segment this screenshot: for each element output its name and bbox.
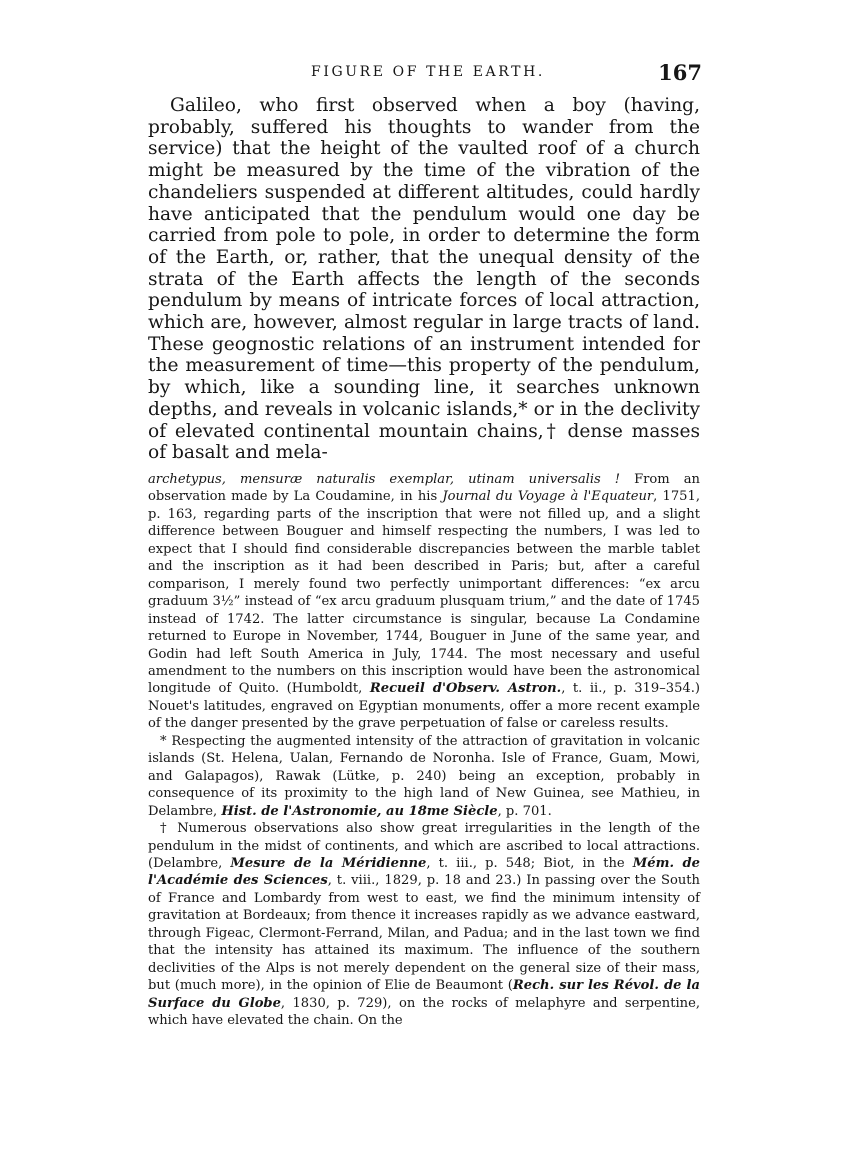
footnote-text: † Numerous observations also show great irregularities in the length of the pendulum in the midst of continents, and which are ascribed to local attractions. (Delambre, bbox=[148, 821, 700, 871]
footnote-italic: Hist. de l'Astronomie, au 18me Siècle bbox=[221, 803, 498, 819]
main-text-segment: or in the declivity of elevated continental mountain chains, bbox=[148, 398, 700, 442]
footnote-italic: Rech. sur les Révol. de la Surface du Globe bbox=[148, 978, 700, 1011]
footnote-text: , 1830, p. 729), on the rocks of melaphyre and serpentine, which have elevated the chain. On the bbox=[148, 995, 700, 1029]
footnote-text: , t. iii., p. 548; Biot, in the bbox=[426, 855, 633, 871]
footnote-text: , p. 701. bbox=[497, 803, 552, 819]
footnote-text: , t. ii., p. 319–354.) Nouet's latitudes, engraved on Egyptian monuments, offer a more recent example of the danger presented by the grave perpetuation of false or careless results. bbox=[148, 681, 701, 732]
footnote-italic: Recueil d'Observ. Astron. bbox=[369, 681, 562, 697]
running-head bbox=[148, 60, 708, 90]
footnote-text: * Respecting the augmented intensity of the attraction of gravitation in volcanic islands (St. Helena, Ualan, Fernando de Noronha. Isle of France, Guam, Mowi, and Galapagos), Rawak (Lütke, p. 240) being an exception, probably in consequence of its proximity to the high land of New Guinea, see Mathieu, in Delambre, bbox=[148, 733, 700, 819]
footnote-ref-dagger: † bbox=[543, 420, 559, 442]
main-paragraph bbox=[148, 95, 700, 464]
main-text-segment: dense masses of basalt and mela- bbox=[148, 420, 700, 464]
footnote-text: From an observation made by La Coudamine, in his bbox=[148, 472, 700, 505]
footnote-star bbox=[148, 733, 700, 820]
footnote-text: , t. viii., 1829, p. 18 and 23.) In passing over the South of France and Lombardy from west to east, we find the minimum intensity of gravitation at Bordeaux; from thence it increases rapidly as we advance eastward, through Figeac, Clermont-Ferrand, Milan, and Padua; and in the last town we find that the intensity has attained its maximum. The influence of the southern declivities of the Alps is not merely dependent on the general size of their mass, but (much more), in the opinion of Elie de Beaumont ( bbox=[148, 873, 700, 994]
footnote-italic: Mesure de la Méridienne bbox=[230, 855, 427, 871]
main-text bbox=[148, 95, 700, 464]
page-number: 167 bbox=[658, 60, 702, 85]
footnote-italic: Journal du Voyage à l'Equateur bbox=[442, 489, 654, 505]
main-text-segment: Galileo, who first observed when a boy (having, probably, suffered his thoughts to wander from the service) that the height of the vaulted roof of a church might be measured by the time of the vibration of the chandeliers suspended at different altitudes, could hardly have anticipated that the pendulum would one day be carried from pole to pole, in order to determine the form of the Earth, or, rather, that the unequal density of the strata of the Earth affects the length of the seconds pendulum by means of intricate forces of local attraction, which are, however, almost regular in large tracts of land. These geognostic relations of an instrument intended for the measurement of time—this property of the pendulum, by which, like a sounding line, it searches unknown depths, and reveals in volcanic islands, bbox=[148, 95, 700, 420]
footnote-italic: Mém. de l'Académie des Sciences bbox=[148, 855, 700, 889]
footnote-ref-star: * bbox=[518, 398, 528, 420]
footnotes bbox=[148, 471, 700, 1030]
footnote-italic: archetypus, mensuræ naturalis exemplar, utinam universalis ! bbox=[148, 472, 621, 487]
running-title: FIGURE OF THE EARTH. bbox=[311, 64, 545, 80]
footnote-text: , 1751, p. 163, regarding parts of the inscription that were not filled up, and a slight difference between Bouguer and himself respecting the numbers, I was led to expect that I should find considerable discrepancies between the marble tablet and the inscription as it had been described in Paris; but, after a careful comparison, I merely found two perfectly unimportant differences: “ex arcu graduum 3½” instead of “ex arcu graduum plusquam trium,” and the date of 1745 instead of 1742. The latter circumstance is singular, because La Condamine returned to Europe in November, 1744, Bouguer in June of the same year, and Godin had left South America in July, 1744. The most necessary and useful amendment to the numbers on this inscription would have been the astronomical longitude of Quito. (Humboldt, bbox=[148, 489, 700, 697]
footnote-continuation bbox=[148, 471, 700, 733]
footnote-dagger bbox=[148, 820, 700, 1029]
